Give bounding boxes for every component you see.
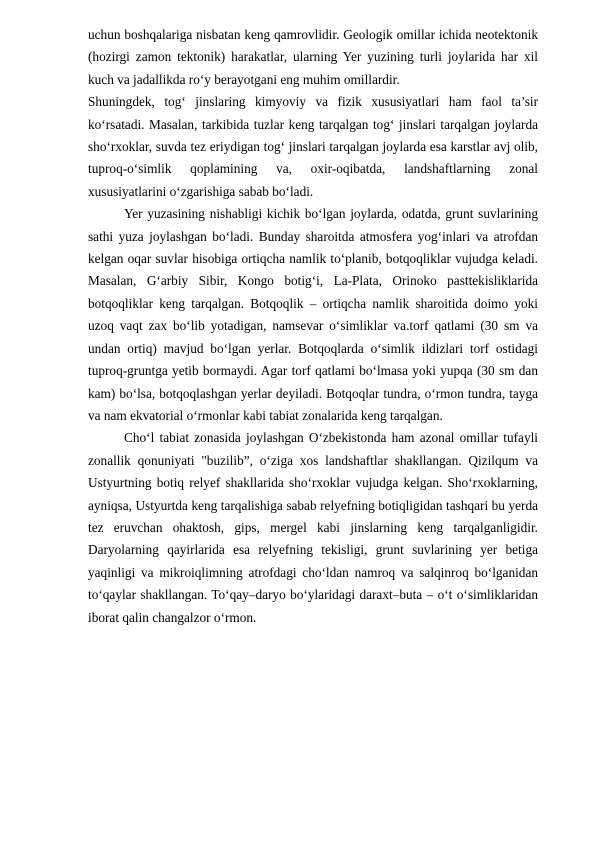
paragraph: Cho‘l tabiat zonasida joylashgan O‘zbekistonda ham azonal omillar tufayli zonallik qonuniyati "buzilib”, o‘ziga xos landshaftlar shakllangan. Qizilqum va Ustyurtning botiq relyef shakllarida sho‘rxoklar vujudga kelgan. Sho‘rxoklarning, ayniqsa, Ustyurtda keng tarqalishiga sabab relyefning botiqligidan tashqari bu yerda tez eruvchan ohaktosh, gips, mergel kabi jinslarning keng tarqalganligidir. Daryolarning qayirlarida esa relyefning tekisligi, grunt suvlarining yer betiga yaqinligi va mikroiqlimning atrofdagi cho‘ldan namroq va salqinroq bo‘lganidan to‘qaylar shakllangan. To‘qay–daryo bo‘ylaridagi daraxt–buta – o‘t o‘simliklaridan iborat qalin changalzor o‘rmon. (88, 430, 538, 625)
paragraph: Yer yuzasining nishabligi kichik bo‘lgan joylarda, odatda, grunt suvlarining sathi yuza joylashgan bo‘ladi. Bunday sharoitda atmosfera yog‘inlari va atrofdan kelgan oqar suvlar hisobiga ortiqcha namlik to‘planib, botqoqliklar vujudga keladi. Masalan, G‘arbiy Sibir, Kongo botig‘i, La-Plata, Orinoko pasttekisliklarida botqoqliklar keng tarqalgan. Botqoqlik – ortiqcha namlik sharoitida doimo yoki uzoq vaqt zax bo‘lib yotadigan, namsevar o‘simliklar va.torf qatlami (30 sm va undan ortiq) mavjud bo‘lgan yerlar. Botqoqlarda o‘simlik ildizlari torf ostidagi tuproq-gruntga yetib bormaydi. Agar torf qatlami bo‘lmasa yoki yupqa (30 sm dan kam) bo‘lsa, botqoqlashgan yerlar deyiladi. Botqoqlar tundra, o‘rmon tundra, tayga va nam ekvatorial o‘rmonlar kabi tabiat zonalarida keng tarqalgan. (88, 206, 538, 423)
paragraph: Shuningdek, tog‘ jinslaring kimyoviy va fizik xususiyatlari ham faol ta’sir ko‘rsatadi. Masalan, tarkibida tuzlar keng tarqalgan tog‘ jinslari tarqalgan joylarda sho‘rxoklar, suvda tez eriydigan tog‘ jinslari tarqalgan joylarda esa karstlar avj olib, tuproq-o‘simlik qoplamining va, oxir-oqibatda, landshaftlarning zonal xususiyatlarini o‘zgarishiga sabab bo‘ladi. (88, 94, 538, 199)
paragraph: uchun boshqalariga nisbatan keng qamrovlidir. Geologik omillar ichida neotektonik (hozirgi zamon tektonik) harakatlar, ularning Yer yuzining turli joylarida har xil kuch va jadallikda ro‘y berayotgani eng muhim omillardir. (88, 27, 538, 87)
document-page (88, 24, 538, 629)
